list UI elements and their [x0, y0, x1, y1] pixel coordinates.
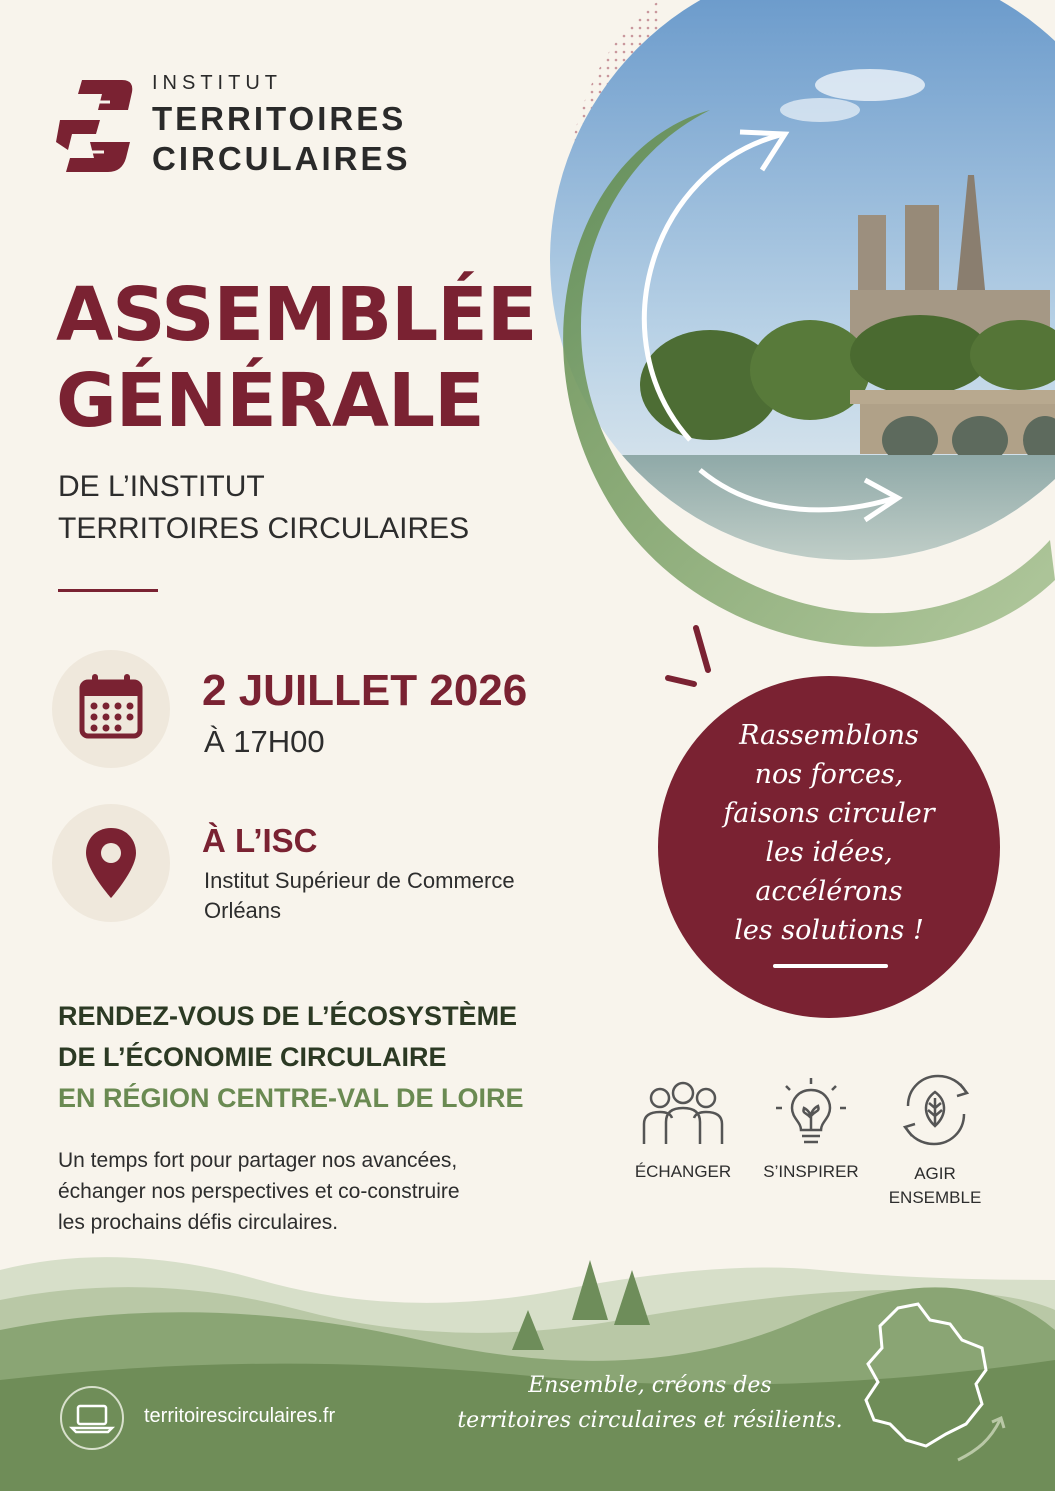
pillar-echanger: [618, 1078, 748, 1182]
title-line-2: GÉNÉRALE: [56, 358, 484, 444]
intro-paragraph: [58, 1145, 460, 1238]
venue-city: Orléans: [204, 898, 282, 923]
intro-line-3: les prochains défis circulaires.: [58, 1211, 339, 1234]
pillar-label-echanger: ÉCHANGER: [634, 1162, 732, 1181]
slogan-line-2: territoires circulaires et résilients.: [457, 1408, 843, 1433]
lightbulb-icon: [766, 1076, 856, 1148]
quote-text: [658, 716, 1000, 950]
venue-name: Institut Supérieur de Commerce: [204, 868, 515, 893]
headline-line-3: EN RÉGION CENTRE-VAL DE LOIRE: [58, 1083, 524, 1113]
quote-line-6: les solutions !: [734, 915, 924, 946]
pillar-agir-ensemble: [870, 1070, 1000, 1208]
pillar-label-ensemble: ENSEMBLE: [888, 1188, 982, 1207]
quote-line-3: faisons circuler: [723, 798, 935, 829]
title-line-1: ASSEMBLÉE: [56, 272, 537, 358]
map-pin-icon: [52, 804, 170, 922]
logo-line-circulaires: CIRCULAIRES: [152, 140, 411, 177]
recycle-leaf-icon: [890, 1070, 980, 1150]
headline-line-1: RENDEZ-VOUS DE L’ÉCOSYSTÈME: [58, 1001, 518, 1031]
quote-underline: [773, 964, 888, 968]
orleans-cathedral-photo: [510, 0, 1055, 660]
people-icon: [638, 1078, 728, 1148]
event-venue: À L’ISC: [202, 822, 318, 859]
calendar-icon: [52, 650, 170, 768]
pillar-label-inspirer: S’INSPIRER: [763, 1162, 859, 1181]
quote-line-1: Rassemblons: [739, 720, 919, 751]
intro-line-2: échanger nos perspectives et co-construire: [58, 1180, 460, 1203]
page-title: [56, 272, 536, 444]
website-icon-badge: [58, 1384, 126, 1452]
institut-logo-icon: [52, 72, 136, 182]
page-subtitle: [58, 466, 469, 550]
slogan-line-1: Ensemble, créons des: [528, 1373, 772, 1398]
quote-line-2: nos forces,: [754, 759, 904, 790]
logo-line-institut: INSTITUT: [152, 72, 282, 94]
quote-line-5: accélérons: [755, 876, 903, 907]
logo-wordmark: [152, 72, 411, 179]
title-divider: [58, 589, 158, 592]
headline-line-2: DE L’ÉCONOMIE CIRCULAIRE: [58, 1042, 447, 1072]
region-map-icon: [858, 1300, 1018, 1470]
footer-slogan: [440, 1368, 860, 1438]
ecosystem-headline: [58, 996, 524, 1119]
quote-accent-icon: [664, 624, 724, 694]
calendar-icon-badge: [52, 650, 170, 768]
website-link[interactable]: territoirescirculaires.fr: [144, 1405, 336, 1427]
laptop-icon: [72, 1406, 112, 1432]
quote-line-4: les idées,: [765, 837, 893, 868]
event-time: À 17H00: [204, 724, 325, 759]
subtitle-line-1: DE L’INSTITUT: [58, 470, 265, 503]
event-date: 2 JUILLET 2026: [202, 666, 528, 715]
intro-line-1: Un temps fort pour partager nos avancées,: [58, 1149, 458, 1172]
quote-circle: [658, 676, 1000, 1018]
logo-line-territoires: TERRITOIRES: [152, 100, 407, 137]
location-icon-badge: [52, 804, 170, 922]
pillar-label-agir: AGIR: [914, 1164, 956, 1183]
subtitle-line-2: TERRITOIRES CIRCULAIRES: [58, 512, 470, 545]
pillar-inspirer: [746, 1076, 876, 1182]
